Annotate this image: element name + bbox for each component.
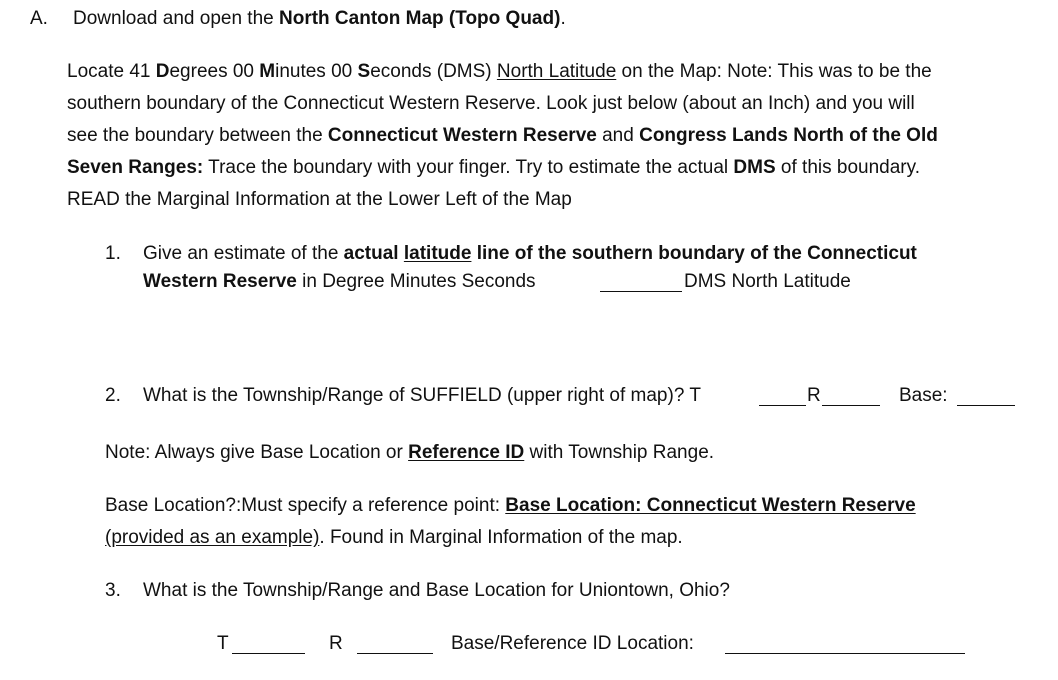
note-text: Note: Always give Base Location or xyxy=(105,442,409,463)
q3-number: 3. xyxy=(105,580,121,601)
q2-number: 2. xyxy=(105,385,121,406)
map-name: North Canton Map (Topo Quad) xyxy=(279,8,561,29)
q3-range-blank[interactable] xyxy=(357,652,433,654)
intro-line-5: READ the Marginal Information at the Lower Left of the Map xyxy=(67,189,572,210)
intro-bold: DMS xyxy=(733,157,776,178)
q1-unit-label: DMS North Latitude xyxy=(684,271,851,292)
intro-bold: Congress Lands North of the Old xyxy=(639,125,938,146)
intro-text: see the boundary between the xyxy=(67,125,328,146)
base-location-example: Base Location: Connecticut Western Reserve xyxy=(505,495,916,516)
intro-bold: M xyxy=(259,61,276,82)
q3-text: What is the Township/Range and Base Location for Uniontown, Ohio? xyxy=(143,580,730,601)
title-period: . xyxy=(560,8,566,29)
intro-text: egrees 00 xyxy=(169,61,260,82)
q1-text: in Degree Minutes Seconds xyxy=(296,271,536,292)
q1-number: 1. xyxy=(105,243,121,264)
q2-range-blank[interactable] xyxy=(822,404,880,406)
intro-bold: Seven Ranges: xyxy=(67,157,204,178)
q2-township-blank[interactable] xyxy=(759,404,806,406)
section-title xyxy=(73,8,566,30)
intro-text: Locate 41 xyxy=(67,61,156,82)
intro-text: Trace the boundary with your finger. Try to estimate the actual xyxy=(203,157,734,178)
q1-line-1 xyxy=(143,243,917,265)
title-text: Download and open the xyxy=(73,8,279,29)
intro-line-4 xyxy=(67,157,920,179)
q1-bold: Western Reserve xyxy=(143,271,297,292)
intro-text: inutes 00 xyxy=(275,61,358,82)
q3-township-blank[interactable] xyxy=(232,652,305,654)
intro-bold: S xyxy=(357,61,371,82)
q1-answer-blank[interactable] xyxy=(600,290,682,292)
q1-bold-underline: latitude xyxy=(403,243,472,264)
intro-text: on the Map: Note: This was to be the xyxy=(616,61,932,82)
intro-text: and xyxy=(596,125,640,146)
q2-range-label: R xyxy=(807,385,821,406)
q1-text: Give an estimate of the xyxy=(143,243,344,264)
q3-base-label: Base/Reference ID Location: xyxy=(451,633,694,654)
note-line xyxy=(105,442,714,464)
base-location-line-1 xyxy=(105,495,916,517)
section-marker: A. xyxy=(30,8,48,29)
intro-text: of this boundary. xyxy=(775,157,920,178)
base-location-underline: (provided as an example) xyxy=(105,527,320,548)
base-location-text: . Found in Marginal Information of the map. xyxy=(319,527,683,548)
q1-line-2 xyxy=(143,271,536,293)
q3-range-label: R xyxy=(329,633,343,654)
q2-text: What is the Township/Range of SUFFIELD (upper right of map)? T xyxy=(143,385,701,406)
intro-line-2: southern boundary of the Connecticut Western Reserve. Look just below (about an Inch) and you will xyxy=(67,93,915,114)
base-location-line-2 xyxy=(105,527,683,549)
note-text: with Township Range. xyxy=(524,442,715,463)
q1-bold: line of the southern boundary of the Connecticut xyxy=(471,243,917,264)
intro-line-3 xyxy=(67,125,938,147)
intro-bold: D xyxy=(155,61,170,82)
base-location-text: Base Location?:Must specify a reference point: xyxy=(105,495,506,516)
q3-township-label: T xyxy=(217,633,229,654)
intro-line-1 xyxy=(67,61,932,83)
intro-underline: North Latitude xyxy=(496,61,617,82)
note-bold-underline: Reference ID xyxy=(408,442,525,463)
q2-base-blank[interactable] xyxy=(957,404,1015,406)
intro-bold: Connecticut Western Reserve xyxy=(327,125,597,146)
q2-base-label: Base: xyxy=(899,385,948,406)
q1-bold: actual xyxy=(343,243,404,264)
q3-base-blank[interactable] xyxy=(725,652,965,654)
intro-text: econds (DMS) xyxy=(370,61,497,82)
